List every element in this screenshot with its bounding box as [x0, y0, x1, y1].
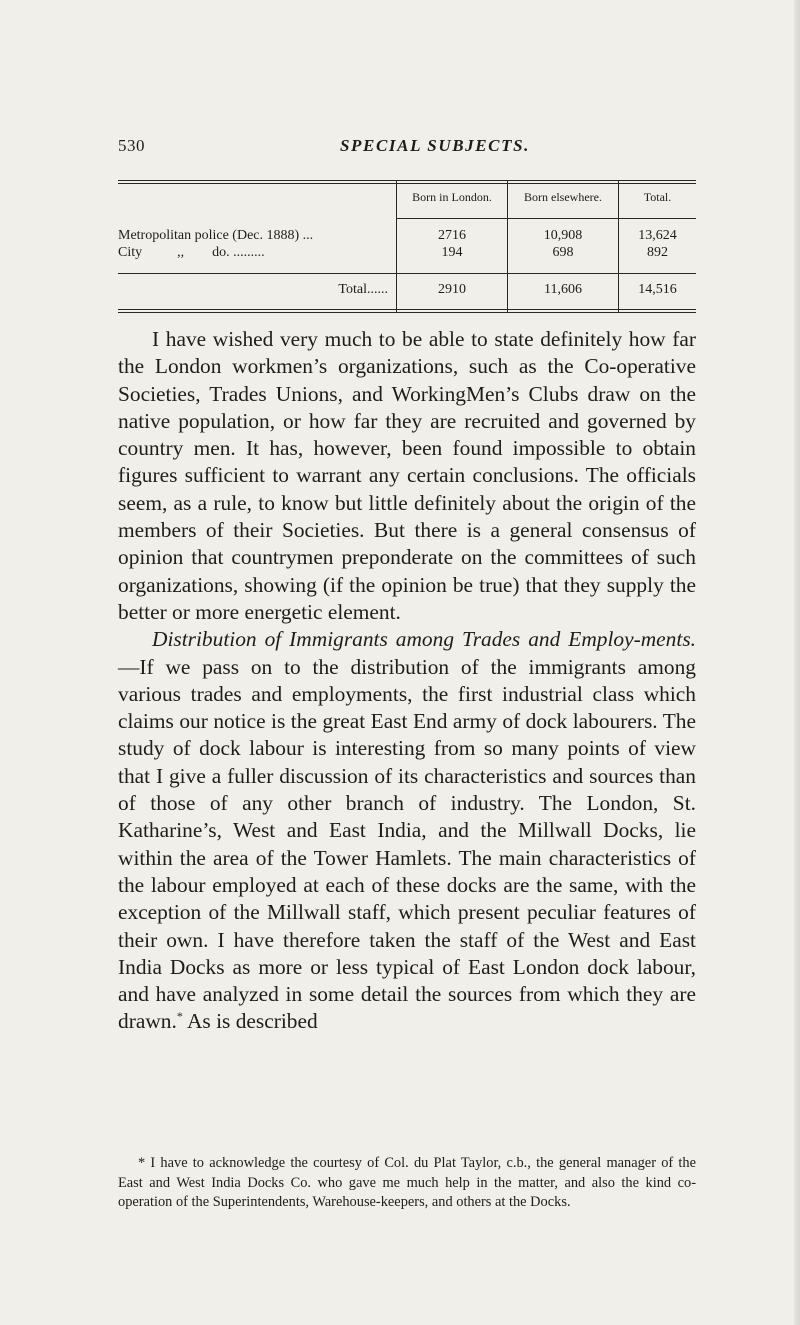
table-cell: 13,624	[638, 228, 677, 243]
footnote-marker: *	[176, 1009, 183, 1024]
row-label: Metropolitan police (Dec. 1888) ...	[118, 228, 314, 243]
footnote	[118, 1154, 696, 1213]
table-bottom-rule	[118, 309, 696, 313]
table-cell: 10,908	[543, 228, 583, 243]
footnote-text: * I have to acknowledge the courtesy of Col. du Plat Taylor, c.b., the general manager of the East and West India Docks Co. who gave me much help in the matter, and also the kind co-operation of the Superintendents, Warehouse-keepers, and others at the Docks.	[118, 1155, 696, 1211]
police-birthplace-table	[118, 180, 696, 315]
paragraph	[118, 626, 696, 1035]
total-rule	[118, 273, 696, 274]
total-cell: 2910	[438, 282, 466, 297]
body-text	[118, 326, 696, 1036]
table-cell: 892	[647, 245, 668, 260]
page-edge-shadow	[794, 0, 800, 1325]
total-label: Total......	[338, 282, 388, 297]
section-subheading: Distribution of Immigrants among Trades and Employ-ments.	[152, 627, 696, 652]
paragraph-text-end: As is described	[182, 1009, 318, 1034]
total-cell: 11,606	[544, 282, 582, 297]
row-label: City ,, do. .........	[118, 245, 265, 260]
running-head	[118, 136, 718, 162]
table-cell: 2716	[438, 228, 466, 243]
header-total: Total.	[643, 190, 672, 204]
header-born-elsewhere: Born elsewhere.	[524, 190, 602, 204]
running-head-title: SPECIAL SUBJECTS.	[340, 136, 531, 155]
page-number: 530	[118, 136, 145, 155]
total-cell: 14,516	[638, 282, 677, 297]
header-rule	[396, 218, 696, 219]
paragraph-text: —If we pass on to the distribution of the immigrants among various trades and employments, the first industrial class which claims our notice is the great East End army of dock labourers. The study of dock labour is interesting from so many points of view that I give a fuller discussion of its characteristics and sources than of those of any other branch of industry. The London, St. Katharine’s, West and East India, and the Millwall Docks, lie within the area of the Tower Hamlets. The main characteristics of the labour employed at each of these docks are the same, with the exception of the Millwall staff, which present peculiar features of their own. I have therefore taken the staff of the West and East India Docks as more or less typical of East London dock labour, and have analyzed in some detail the sources from which they are drawn.	[118, 654, 696, 1034]
table-top-rule	[118, 180, 696, 184]
header-born-in-london: Born in London.	[412, 190, 492, 204]
paragraph: I have wished very much to be able to state definitely how far the London workmen’s organizations, such as the Co-operative Societies, Trades Unions, and WorkingMen’s Clubs draw on the native population, or how far they are recruited and governed by country men. It has, however, been found impossible to obtain figures sufficient to warrant any certain conclusions. The officials seem, as a rule, to know but little definitely about the origin of the members of their Societies. But there is a general consensus of opinion that countrymen preponderate on the committees of such organizations, showing (if the opinion be true) that they supply the better or more energetic element.	[118, 327, 696, 624]
table-cell: 698	[552, 245, 574, 260]
table-cell: 194	[441, 245, 463, 260]
